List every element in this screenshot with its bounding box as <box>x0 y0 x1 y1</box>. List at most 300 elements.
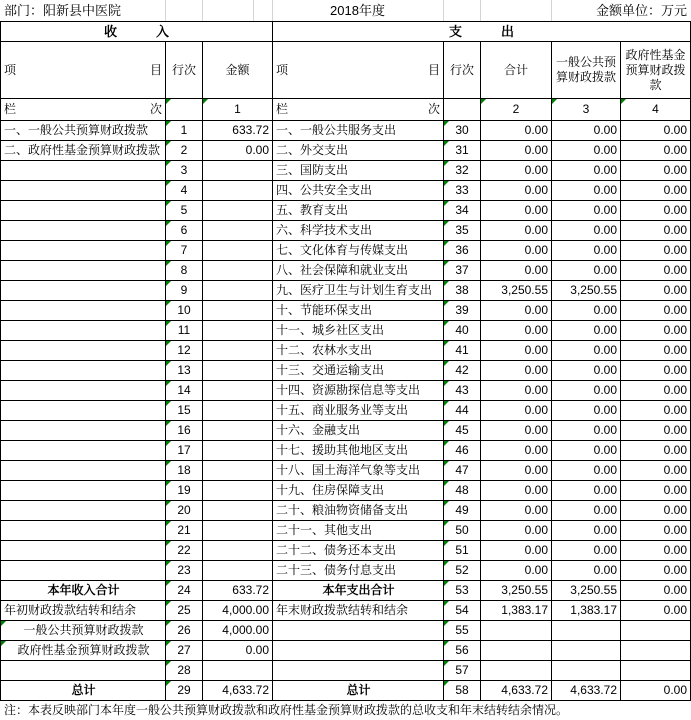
income-row-line[interactable]: 17 <box>166 441 203 461</box>
income-row-amount[interactable] <box>203 361 273 381</box>
expense-row-label[interactable]: 二十三、债务付息支出 <box>273 561 444 581</box>
expense-row-line[interactable]: 38 <box>444 281 481 301</box>
income-row-amount[interactable] <box>203 481 273 501</box>
income-column-1[interactable]: 1 <box>203 99 273 121</box>
income-row-line[interactable]: 6 <box>166 221 203 241</box>
general-budget-header[interactable]: 一般公共预算财政拨款 <box>552 42 621 99</box>
expense-row-general[interactable]: 0.00 <box>552 141 621 161</box>
expense-column-label[interactable]: 栏次 <box>273 99 444 121</box>
income-row-label[interactable]: 年初财政拨款结转和结余 <box>1 601 166 621</box>
income-row-label[interactable] <box>1 261 166 281</box>
expense-row-total[interactable]: 0.00 <box>481 121 552 141</box>
error-indicator-icon <box>621 99 626 104</box>
error-indicator-icon <box>444 521 449 526</box>
error-indicator-icon <box>444 281 449 286</box>
expense-row-general[interactable]: 0.00 <box>552 361 621 381</box>
expense-row-general[interactable]: 0.00 <box>552 241 621 261</box>
income-row-line[interactable]: 13 <box>166 361 203 381</box>
total-header[interactable]: 合计 <box>481 42 552 99</box>
income-row-line[interactable]: 19 <box>166 481 203 501</box>
expense-row-general[interactable]: 0.00 <box>552 541 621 561</box>
income-row-amount[interactable]: 4,000.00 <box>203 601 273 621</box>
error-indicator-icon <box>166 221 171 226</box>
expense-row-label[interactable]: 八、社会保障和就业支出 <box>273 261 444 281</box>
error-indicator-icon <box>444 621 449 626</box>
expense-row-total[interactable]: 3,250.55 <box>481 581 552 601</box>
income-row-label[interactable] <box>1 201 166 221</box>
income-row-label[interactable] <box>1 421 166 441</box>
income-row-amount[interactable]: 4,000.00 <box>203 621 273 641</box>
income-row-amount[interactable] <box>203 421 273 441</box>
year-label[interactable]: 2018年度 <box>330 3 385 18</box>
expense-row-total[interactable]: 0.00 <box>481 241 552 261</box>
title-gridline <box>165 0 166 21</box>
income-row-label[interactable]: 本年收入合计 <box>1 581 166 601</box>
expense-row-label[interactable]: 十六、金融支出 <box>273 421 444 441</box>
error-indicator-icon <box>166 481 171 486</box>
income-row-amount[interactable] <box>203 301 273 321</box>
income-row-amount[interactable] <box>203 541 273 561</box>
error-indicator-icon <box>166 641 171 646</box>
expense-row-total[interactable]: 0.00 <box>481 361 552 381</box>
expense-row-fund[interactable]: 0.00 <box>621 421 691 441</box>
expense-row-general[interactable]: 0.00 <box>552 461 621 481</box>
expense-row-general[interactable]: 0.00 <box>552 201 621 221</box>
expense-row-fund[interactable]: 0.00 <box>621 341 691 361</box>
expense-row-line[interactable]: 57 <box>444 661 481 681</box>
expense-row-general[interactable] <box>552 621 621 641</box>
expense-row-fund[interactable]: 0.00 <box>621 201 691 221</box>
expense-row-label[interactable]: 十九、住房保障支出 <box>273 481 444 501</box>
expense-column-2[interactable]: 2 <box>481 99 552 121</box>
error-indicator-icon <box>444 661 449 666</box>
expense-row-total[interactable]: 0.00 <box>481 201 552 221</box>
error-indicator-icon <box>444 501 449 506</box>
expense-row-general[interactable]: 0.00 <box>552 121 621 141</box>
error-indicator-icon <box>166 141 171 146</box>
expense-row-fund[interactable]: 0.00 <box>621 181 691 201</box>
expense-row-label[interactable]: 十三、交通运输支出 <box>273 361 444 381</box>
error-indicator-icon <box>444 381 449 386</box>
error-indicator-icon <box>166 161 171 166</box>
expense-row-general[interactable] <box>552 641 621 661</box>
expense-row-total[interactable]: 0.00 <box>481 441 552 461</box>
income-row-label[interactable]: 总计 <box>1 681 166 701</box>
error-indicator-icon <box>1 641 6 646</box>
expense-row-label[interactable]: 十二、农林水支出 <box>273 341 444 361</box>
title-bar <box>0 0 691 21</box>
income-section-header[interactable]: 收 入 <box>1 22 273 42</box>
income-row-amount[interactable] <box>203 321 273 341</box>
expense-row-general[interactable]: 4,633.72 <box>552 681 621 701</box>
error-indicator-icon <box>444 561 449 566</box>
income-amount-header[interactable]: 金额 <box>203 42 273 99</box>
error-indicator-icon <box>444 261 449 266</box>
expense-row-general[interactable]: 0.00 <box>552 441 621 461</box>
income-row-label[interactable]: 政府性基金预算财政拨款 <box>1 641 166 661</box>
income-row-line[interactable]: 24 <box>166 581 203 601</box>
income-row-label[interactable]: 二、政府性基金预算财政拨款 <box>1 141 166 161</box>
expense-row-fund[interactable]: 0.00 <box>621 481 691 501</box>
income-row-line[interactable]: 8 <box>166 261 203 281</box>
expense-row-line[interactable]: 53 <box>444 581 481 601</box>
expense-row-label[interactable]: 二十二、债务还本支出 <box>273 541 444 561</box>
expense-row-line[interactable]: 56 <box>444 641 481 661</box>
expense-row-general[interactable]: 0.00 <box>552 181 621 201</box>
expense-row-label[interactable]: 总计 <box>273 681 444 701</box>
income-row-label[interactable] <box>1 521 166 541</box>
expense-row-general[interactable]: 0.00 <box>552 301 621 321</box>
expense-row-label[interactable]: 七、文化体育与传媒支出 <box>273 241 444 261</box>
income-row-amount[interactable] <box>203 181 273 201</box>
income-row-amount[interactable] <box>203 241 273 261</box>
expense-row-fund[interactable]: 0.00 <box>621 581 691 601</box>
expense-row-label[interactable]: 六、科学技术支出 <box>273 221 444 241</box>
expense-row-fund[interactable]: 0.00 <box>621 441 691 461</box>
error-indicator-icon <box>444 301 449 306</box>
expense-column-3[interactable]: 3 <box>552 99 621 121</box>
expense-row-label[interactable]: 十一、城乡社区支出 <box>273 321 444 341</box>
expense-row-fund[interactable]: 0.00 <box>621 541 691 561</box>
error-indicator-icon <box>444 461 449 466</box>
expense-row-line[interactable]: 42 <box>444 361 481 381</box>
expense-row-fund[interactable]: 0.00 <box>621 321 691 341</box>
expense-row-line[interactable]: 44 <box>444 401 481 421</box>
error-indicator-icon <box>481 99 486 104</box>
expense-row-fund[interactable]: 0.00 <box>621 601 691 621</box>
income-row-amount[interactable] <box>203 281 273 301</box>
expense-row-total[interactable] <box>481 661 552 681</box>
income-row-line[interactable]: 12 <box>166 341 203 361</box>
expense-row-label[interactable]: 二十一、其他支出 <box>273 521 444 541</box>
expense-section-header[interactable]: 支 出 <box>273 22 691 42</box>
expense-row-total[interactable]: 3,250.55 <box>481 281 552 301</box>
expense-row-general[interactable]: 0.00 <box>552 221 621 241</box>
income-row-label[interactable] <box>1 481 166 501</box>
income-row-label[interactable] <box>1 561 166 581</box>
expense-row-line[interactable]: 49 <box>444 501 481 521</box>
expense-row-line[interactable]: 48 <box>444 481 481 501</box>
expense-row-general[interactable]: 0.00 <box>552 481 621 501</box>
expense-row-general[interactable] <box>552 661 621 681</box>
income-row-amount[interactable] <box>203 521 273 541</box>
error-indicator-icon <box>166 581 171 586</box>
expense-row-general[interactable]: 0.00 <box>552 401 621 421</box>
income-row-label[interactable]: 一、一般公共预算财政拨款 <box>1 121 166 141</box>
expense-row-total[interactable]: 0.00 <box>481 461 552 481</box>
note-text[interactable]: 注：本表反映部门本年度一般公共预算财政拨款和政府性基金预算财政拨款的总收支和年末结转结余情况。 <box>4 703 569 717</box>
income-row-label[interactable] <box>1 341 166 361</box>
income-row-line[interactable]: 25 <box>166 601 203 621</box>
expense-row-line[interactable]: 47 <box>444 461 481 481</box>
expense-row-label[interactable]: 年末财政拨款结转和结余 <box>273 601 444 621</box>
expense-row-line[interactable]: 54 <box>444 601 481 621</box>
error-indicator-icon <box>444 641 449 646</box>
expense-row-total[interactable]: 4,633.72 <box>481 681 552 701</box>
income-row-amount[interactable] <box>203 401 273 421</box>
income-column-label[interactable]: 栏次 <box>1 99 166 121</box>
expense-row-line[interactable]: 31 <box>444 141 481 161</box>
income-row-label[interactable] <box>1 161 166 181</box>
expense-row-fund[interactable]: 0.00 <box>621 241 691 261</box>
expense-row-line[interactable]: 41 <box>444 341 481 361</box>
department-label[interactable]: 部门：阳新县中医院 <box>4 3 122 18</box>
expense-row-fund[interactable]: 0.00 <box>621 221 691 241</box>
expense-row-label[interactable] <box>273 661 444 681</box>
expense-row-line[interactable]: 45 <box>444 421 481 441</box>
income-row-amount[interactable]: 0.00 <box>203 641 273 661</box>
income-row-amount[interactable]: 633.72 <box>203 121 273 141</box>
expense-row-line[interactable]: 40 <box>444 321 481 341</box>
expense-row-general[interactable]: 0.00 <box>552 421 621 441</box>
expense-row-total[interactable]: 1,383.17 <box>481 601 552 621</box>
expense-row-label[interactable]: 十五、商业服务业等支出 <box>273 401 444 421</box>
error-indicator-icon <box>166 681 171 686</box>
income-row-amount[interactable] <box>203 201 273 221</box>
error-indicator-icon <box>166 521 171 526</box>
expense-row-fund[interactable]: 0.00 <box>621 301 691 321</box>
expense-row-total[interactable] <box>481 641 552 661</box>
error-indicator-icon <box>1 621 6 626</box>
expense-row-fund[interactable]: 0.00 <box>621 121 691 141</box>
expense-row-total[interactable]: 0.00 <box>481 561 552 581</box>
expense-row-fund[interactable]: 0.00 <box>621 561 691 581</box>
expense-row-fund[interactable]: 0.00 <box>621 381 691 401</box>
income-row-label[interactable]: 一般公共预算财政拨款 <box>1 621 166 641</box>
expense-row-total[interactable]: 0.00 <box>481 321 552 341</box>
expense-row-total[interactable]: 0.00 <box>481 541 552 561</box>
expense-row-label[interactable]: 十、节能环保支出 <box>273 301 444 321</box>
income-row-label[interactable] <box>1 401 166 421</box>
income-row-line[interactable]: 16 <box>166 421 203 441</box>
income-row-line[interactable]: 3 <box>166 161 203 181</box>
error-indicator-icon <box>444 181 449 186</box>
expense-row-line[interactable]: 32 <box>444 161 481 181</box>
expense-row-total[interactable]: 0.00 <box>481 161 552 181</box>
expense-row-total[interactable]: 0.00 <box>481 301 552 321</box>
title-gridline <box>480 0 481 21</box>
expense-row-label[interactable] <box>273 621 444 641</box>
income-row-amount[interactable] <box>203 221 273 241</box>
expense-row-fund[interactable]: 0.00 <box>621 361 691 381</box>
error-indicator-icon <box>166 341 171 346</box>
error-indicator-icon <box>166 321 171 326</box>
income-row-line[interactable]: 11 <box>166 321 203 341</box>
expense-row-general[interactable]: 3,250.55 <box>552 281 621 301</box>
income-row-label[interactable] <box>1 461 166 481</box>
expense-row-fund[interactable]: 0.00 <box>621 521 691 541</box>
expense-row-label[interactable]: 四、公共安全支出 <box>273 181 444 201</box>
income-row-amount[interactable] <box>203 261 273 281</box>
expense-row-label[interactable]: 十七、援助其他地区支出 <box>273 441 444 461</box>
income-row-label[interactable] <box>1 181 166 201</box>
expense-row-general[interactable]: 0.00 <box>552 521 621 541</box>
error-indicator-icon <box>166 381 171 386</box>
expense-row-fund[interactable]: 0.00 <box>621 141 691 161</box>
expense-row-fund[interactable]: 0.00 <box>621 261 691 281</box>
error-indicator-icon <box>444 141 449 146</box>
expense-row-label[interactable]: 五、教育支出 <box>273 201 444 221</box>
income-row-label[interactable] <box>1 441 166 461</box>
expense-row-total[interactable]: 0.00 <box>481 221 552 241</box>
expense-row-general[interactable]: 0.00 <box>552 561 621 581</box>
expense-row-label[interactable]: 二、外交支出 <box>273 141 444 161</box>
expense-row-label[interactable]: 十四、资源勘探信息等支出 <box>273 381 444 401</box>
error-indicator-icon <box>166 661 171 666</box>
error-indicator-icon <box>444 601 449 606</box>
income-row-amount[interactable] <box>203 661 273 681</box>
income-row-line[interactable]: 14 <box>166 381 203 401</box>
expense-row-fund[interactable] <box>621 641 691 661</box>
income-row-amount[interactable]: 633.72 <box>203 581 273 601</box>
income-row-label[interactable] <box>1 301 166 321</box>
income-row-line[interactable]: 20 <box>166 501 203 521</box>
income-row-line[interactable]: 7 <box>166 241 203 261</box>
income-row-line[interactable]: 4 <box>166 181 203 201</box>
income-row-line[interactable]: 9 <box>166 281 203 301</box>
income-row-amount[interactable]: 4,633.72 <box>203 681 273 701</box>
expense-line-header[interactable]: 行次 <box>444 42 481 99</box>
income-row-label[interactable] <box>1 541 166 561</box>
expense-row-label[interactable]: 二十、粮油物资储备支出 <box>273 501 444 521</box>
expense-column-line-blank[interactable] <box>444 99 481 121</box>
income-row-line[interactable]: 29 <box>166 681 203 701</box>
expense-row-total[interactable]: 0.00 <box>481 181 552 201</box>
expense-row-total[interactable]: 0.00 <box>481 141 552 161</box>
error-indicator-icon <box>203 99 208 104</box>
error-indicator-icon <box>166 561 171 566</box>
expense-row-fund[interactable]: 0.00 <box>621 161 691 181</box>
expense-row-line[interactable]: 36 <box>444 241 481 261</box>
expense-item-header[interactable]: 项目 <box>273 42 444 99</box>
expense-row-total[interactable]: 0.00 <box>481 341 552 361</box>
income-row-amount[interactable] <box>203 561 273 581</box>
expense-row-fund[interactable]: 0.00 <box>621 281 691 301</box>
expense-row-label[interactable] <box>273 641 444 661</box>
expense-row-label[interactable]: 九、医疗卫生与计划生育支出 <box>273 281 444 301</box>
budget-table <box>0 21 691 701</box>
income-row-line[interactable]: 5 <box>166 201 203 221</box>
income-row-amount[interactable] <box>203 381 273 401</box>
expense-row-line[interactable]: 58 <box>444 681 481 701</box>
expense-column-4[interactable]: 4 <box>621 99 691 121</box>
expense-row-general[interactable]: 1,383.17 <box>552 601 621 621</box>
income-row-label[interactable] <box>1 281 166 301</box>
income-row-line[interactable]: 1 <box>166 121 203 141</box>
expense-row-fund[interactable]: 0.00 <box>621 681 691 701</box>
expense-row-general[interactable]: 0.00 <box>552 381 621 401</box>
expense-row-fund[interactable]: 0.00 <box>621 501 691 521</box>
income-row-label[interactable] <box>1 221 166 241</box>
expense-row-general[interactable]: 0.00 <box>552 341 621 361</box>
expense-row-total[interactable]: 0.00 <box>481 261 552 281</box>
expense-row-general[interactable]: 0.00 <box>552 321 621 341</box>
income-row-amount[interactable] <box>203 441 273 461</box>
expense-row-fund[interactable] <box>621 621 691 641</box>
expense-row-line[interactable]: 35 <box>444 221 481 241</box>
expense-row-line[interactable]: 50 <box>444 521 481 541</box>
expense-row-label[interactable]: 十八、国土海洋气象等支出 <box>273 461 444 481</box>
income-row-line[interactable]: 2 <box>166 141 203 161</box>
income-row-amount[interactable] <box>203 161 273 181</box>
error-indicator-icon <box>444 221 449 226</box>
error-indicator-icon <box>166 601 171 606</box>
income-row-label[interactable] <box>1 381 166 401</box>
income-row-label[interactable] <box>1 361 166 381</box>
expense-row-line[interactable]: 52 <box>444 561 481 581</box>
income-line-header[interactable]: 行次 <box>166 42 203 99</box>
income-row-label[interactable] <box>1 321 166 341</box>
expense-row-label[interactable]: 一、一般公共服务支出 <box>273 121 444 141</box>
income-row-line[interactable]: 21 <box>166 521 203 541</box>
expense-row-line[interactable]: 46 <box>444 441 481 461</box>
expense-row-line[interactable]: 37 <box>444 261 481 281</box>
error-indicator-icon <box>444 481 449 486</box>
expense-row-line[interactable]: 34 <box>444 201 481 221</box>
expense-row-total[interactable]: 0.00 <box>481 501 552 521</box>
income-row-label[interactable] <box>1 241 166 261</box>
expense-row-total[interactable]: 0.00 <box>481 421 552 441</box>
income-row-amount[interactable] <box>203 461 273 481</box>
income-column-line-blank[interactable] <box>166 99 203 121</box>
title-gridline <box>443 0 444 21</box>
expense-row-line[interactable]: 30 <box>444 121 481 141</box>
expense-row-label[interactable]: 三、国防支出 <box>273 161 444 181</box>
error-indicator-icon <box>444 321 449 326</box>
expense-row-total[interactable] <box>481 621 552 641</box>
income-row-line[interactable]: 18 <box>166 461 203 481</box>
income-row-line[interactable]: 10 <box>166 301 203 321</box>
income-row-line[interactable]: 15 <box>166 401 203 421</box>
error-indicator-icon <box>166 181 171 186</box>
expense-row-total[interactable]: 0.00 <box>481 521 552 541</box>
income-row-line[interactable]: 22 <box>166 541 203 561</box>
expense-row-total[interactable]: 0.00 <box>481 401 552 421</box>
income-row-line[interactable]: 26 <box>166 621 203 641</box>
income-row-label[interactable] <box>1 501 166 521</box>
income-row-amount[interactable] <box>203 501 273 521</box>
expense-row-fund[interactable]: 0.00 <box>621 401 691 421</box>
error-indicator-icon <box>444 541 449 546</box>
expense-row-line[interactable]: 55 <box>444 621 481 641</box>
expense-row-label[interactable]: 本年支出合计 <box>273 581 444 601</box>
expense-row-line[interactable]: 51 <box>444 541 481 561</box>
expense-row-line[interactable]: 39 <box>444 301 481 321</box>
income-row-amount[interactable] <box>203 341 273 361</box>
income-item-header[interactable]: 项目 <box>1 42 166 99</box>
expense-row-line[interactable]: 43 <box>444 381 481 401</box>
income-row-line[interactable]: 23 <box>166 561 203 581</box>
income-row-amount[interactable]: 0.00 <box>203 141 273 161</box>
expense-row-general[interactable]: 0.00 <box>552 161 621 181</box>
income-row-line[interactable]: 28 <box>166 661 203 681</box>
expense-row-total[interactable]: 0.00 <box>481 381 552 401</box>
unit-label[interactable]: 金额单位：万元 <box>595 3 687 18</box>
income-row-label[interactable] <box>1 661 166 681</box>
expense-row-line[interactable]: 33 <box>444 181 481 201</box>
expense-row-fund[interactable]: 0.00 <box>621 461 691 481</box>
expense-row-general[interactable]: 3,250.55 <box>552 581 621 601</box>
income-row-line[interactable]: 27 <box>166 641 203 661</box>
title-gridline <box>551 0 552 21</box>
error-indicator-icon <box>166 421 171 426</box>
expense-row-general[interactable]: 0.00 <box>552 261 621 281</box>
gov-fund-header[interactable]: 政府性基金预算财政拨款 <box>621 42 691 99</box>
expense-row-general[interactable]: 0.00 <box>552 501 621 521</box>
expense-row-fund[interactable] <box>621 661 691 681</box>
note-bar <box>0 701 691 720</box>
expense-row-total[interactable]: 0.00 <box>481 481 552 501</box>
